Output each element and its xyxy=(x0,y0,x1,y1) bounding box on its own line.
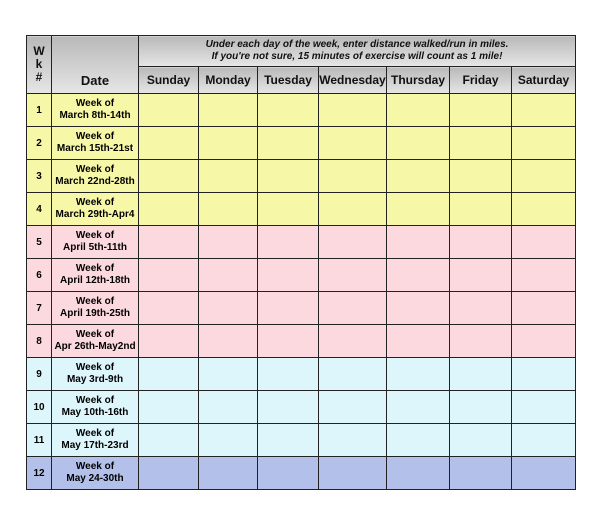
week-number-cell: 11 xyxy=(27,424,52,457)
wk-letter-k: k xyxy=(35,57,43,71)
distance-cell-saturday[interactable] xyxy=(512,259,576,292)
date-line-2: May 17th-23rd xyxy=(61,440,129,451)
distance-cell-friday[interactable] xyxy=(450,226,512,259)
distance-cell-tuesday[interactable] xyxy=(258,325,319,358)
distance-cell-wednesday[interactable] xyxy=(319,358,387,391)
date-line-1: Week of xyxy=(75,263,115,274)
distance-cell-thursday[interactable] xyxy=(387,391,450,424)
distance-cell-thursday[interactable] xyxy=(387,94,450,127)
date-line-1: Week of xyxy=(75,329,115,340)
distance-cell-monday[interactable] xyxy=(199,259,258,292)
date-line-2: April 19th-25th xyxy=(59,308,130,319)
distance-cell-tuesday[interactable] xyxy=(258,193,319,226)
distance-cell-monday[interactable] xyxy=(199,127,258,160)
date-cell xyxy=(52,259,139,292)
distance-cell-monday[interactable] xyxy=(199,358,258,391)
distance-cell-friday[interactable] xyxy=(450,424,512,457)
week-number-cell: 1 xyxy=(27,94,52,127)
distance-cell-friday[interactable] xyxy=(450,94,512,127)
date-line-2: March 15th-21st xyxy=(56,143,134,154)
date-cell xyxy=(52,127,139,160)
distance-cell-tuesday[interactable] xyxy=(258,226,319,259)
date-line-2: March 29th-Apr4 xyxy=(55,209,135,220)
distance-cell-thursday[interactable] xyxy=(387,457,450,490)
week-number-header xyxy=(27,36,52,94)
date-line-2: March 22nd-28th xyxy=(55,176,135,187)
distance-cell-sunday[interactable] xyxy=(139,160,199,193)
distance-cell-sunday[interactable] xyxy=(139,226,199,259)
day-header-friday: Friday xyxy=(450,67,512,94)
distance-cell-friday[interactable] xyxy=(450,457,512,490)
distance-cell-tuesday[interactable] xyxy=(258,457,319,490)
date-header: Date xyxy=(52,36,139,94)
distance-cell-tuesday[interactable] xyxy=(258,424,319,457)
date-line-2: April 12th-18th xyxy=(59,275,130,286)
table-row xyxy=(27,391,576,424)
distance-cell-friday[interactable] xyxy=(450,358,512,391)
date-cell xyxy=(52,193,139,226)
distance-cell-thursday[interactable] xyxy=(387,160,450,193)
week-number-cell: 9 xyxy=(27,358,52,391)
distance-cell-sunday[interactable] xyxy=(139,193,199,226)
date-line-1: Week of xyxy=(75,98,115,109)
date-line-2: May 10th-16th xyxy=(61,407,129,418)
distance-cell-thursday[interactable] xyxy=(387,292,450,325)
distance-cell-sunday[interactable] xyxy=(139,457,199,490)
distance-cell-sunday[interactable] xyxy=(139,391,199,424)
distance-cell-thursday[interactable] xyxy=(387,226,450,259)
distance-cell-monday[interactable] xyxy=(199,226,258,259)
date-line-2: April 5th-11th xyxy=(63,242,127,253)
distance-cell-friday[interactable] xyxy=(450,160,512,193)
date-line-1: Week of xyxy=(75,131,115,142)
distance-cell-wednesday[interactable] xyxy=(319,259,387,292)
distance-cell-friday[interactable] xyxy=(450,259,512,292)
distance-cell-saturday[interactable] xyxy=(512,391,576,424)
distance-cell-thursday[interactable] xyxy=(387,127,450,160)
distance-cell-saturday[interactable] xyxy=(512,424,576,457)
distance-cell-saturday[interactable] xyxy=(512,358,576,391)
distance-cell-wednesday[interactable] xyxy=(319,325,387,358)
table-row xyxy=(27,259,576,292)
distance-cell-saturday[interactable] xyxy=(512,457,576,490)
distance-cell-thursday[interactable] xyxy=(387,259,450,292)
distance-cell-friday[interactable] xyxy=(450,127,512,160)
day-header-sunday: Sunday xyxy=(139,67,199,94)
table-row xyxy=(27,94,576,127)
distance-cell-monday[interactable] xyxy=(199,424,258,457)
week-number-cell: 2 xyxy=(27,127,52,160)
week-number-cell: 6 xyxy=(27,259,52,292)
date-cell xyxy=(52,325,139,358)
distance-cell-wednesday[interactable] xyxy=(319,457,387,490)
distance-cell-saturday[interactable] xyxy=(512,160,576,193)
distance-cell-wednesday[interactable] xyxy=(319,424,387,457)
distance-cell-saturday[interactable] xyxy=(512,127,576,160)
table-row xyxy=(27,457,576,490)
date-line-1: Week of xyxy=(75,428,115,439)
distance-cell-sunday[interactable] xyxy=(139,127,199,160)
week-number-cell: 3 xyxy=(27,160,52,193)
date-line-1: Week of xyxy=(75,395,115,406)
distance-cell-sunday[interactable] xyxy=(139,292,199,325)
date-line-1: Week of xyxy=(75,362,115,373)
distance-cell-tuesday[interactable] xyxy=(258,160,319,193)
table-row xyxy=(27,292,576,325)
day-header-tuesday: Tuesday xyxy=(258,67,319,94)
distance-cell-saturday[interactable] xyxy=(512,94,576,127)
date-cell xyxy=(52,424,139,457)
table-row xyxy=(27,325,576,358)
distance-cell-wednesday[interactable] xyxy=(319,127,387,160)
week-number-cell: 8 xyxy=(27,325,52,358)
date-cell xyxy=(52,292,139,325)
week-number-cell: 12 xyxy=(27,457,52,490)
distance-cell-tuesday[interactable] xyxy=(258,292,319,325)
distance-cell-monday[interactable] xyxy=(199,160,258,193)
week-number-cell: 4 xyxy=(27,193,52,226)
date-cell xyxy=(52,358,139,391)
instruction-line-1: Under each day of the week, enter distance walked/run in miles. xyxy=(205,39,509,50)
date-line-1: Week of xyxy=(75,461,115,472)
distance-cell-saturday[interactable] xyxy=(512,292,576,325)
distance-cell-saturday[interactable] xyxy=(512,193,576,226)
distance-cell-thursday[interactable] xyxy=(387,325,450,358)
distance-cell-thursday[interactable] xyxy=(387,358,450,391)
distance-cell-sunday[interactable] xyxy=(139,424,199,457)
date-cell xyxy=(52,391,139,424)
week-number-cell: 5 xyxy=(27,226,52,259)
day-header-thursday: Thursday xyxy=(387,67,450,94)
distance-cell-tuesday[interactable] xyxy=(258,127,319,160)
distance-cell-wednesday[interactable] xyxy=(319,94,387,127)
exercise-log-table xyxy=(26,35,576,490)
distance-cell-thursday[interactable] xyxy=(387,193,450,226)
date-cell xyxy=(52,160,139,193)
table-row xyxy=(27,424,576,457)
distance-cell-monday[interactable] xyxy=(199,391,258,424)
wk-letter-w: W xyxy=(33,44,45,58)
table-row xyxy=(27,358,576,391)
date-line-2: March 8th-14th xyxy=(59,110,131,121)
distance-cell-wednesday[interactable] xyxy=(319,391,387,424)
distance-cell-saturday[interactable] xyxy=(512,325,576,358)
distance-cell-tuesday[interactable] xyxy=(258,259,319,292)
table-row xyxy=(27,226,576,259)
distance-cell-saturday[interactable] xyxy=(512,226,576,259)
day-header-monday: Monday xyxy=(199,67,258,94)
distance-cell-monday[interactable] xyxy=(199,457,258,490)
distance-cell-wednesday[interactable] xyxy=(319,160,387,193)
date-cell xyxy=(52,457,139,490)
date-cell xyxy=(52,226,139,259)
distance-cell-monday[interactable] xyxy=(199,94,258,127)
distance-cell-friday[interactable] xyxy=(450,325,512,358)
week-number-cell: 10 xyxy=(27,391,52,424)
table-row xyxy=(27,160,576,193)
distance-cell-sunday[interactable] xyxy=(139,259,199,292)
distance-cell-sunday[interactable] xyxy=(139,325,199,358)
distance-cell-sunday[interactable] xyxy=(139,358,199,391)
table-row xyxy=(27,193,576,226)
week-number-cell: 7 xyxy=(27,292,52,325)
date-line-1: Week of xyxy=(75,197,115,208)
date-line-2: May 24-30th xyxy=(66,473,124,484)
distance-cell-wednesday[interactable] xyxy=(319,226,387,259)
date-line-2: May 3rd-9th xyxy=(66,374,124,385)
distance-cell-friday[interactable] xyxy=(450,391,512,424)
distance-cell-monday[interactable] xyxy=(199,325,258,358)
instructions-header xyxy=(139,36,576,67)
distance-cell-tuesday[interactable] xyxy=(258,391,319,424)
date-line-1: Week of xyxy=(75,164,115,175)
date-line-1: Week of xyxy=(75,296,115,307)
distance-cell-sunday[interactable] xyxy=(139,94,199,127)
distance-cell-tuesday[interactable] xyxy=(258,94,319,127)
distance-cell-tuesday[interactable] xyxy=(258,358,319,391)
distance-cell-friday[interactable] xyxy=(450,193,512,226)
instruction-line-2: If you're not sure, 15 minutes of exercise will count as 1 mile! xyxy=(211,51,503,62)
date-line-1: Week of xyxy=(75,230,115,241)
distance-cell-monday[interactable] xyxy=(199,292,258,325)
distance-cell-wednesday[interactable] xyxy=(319,292,387,325)
distance-cell-wednesday[interactable] xyxy=(319,193,387,226)
distance-cell-friday[interactable] xyxy=(450,292,512,325)
day-header-saturday: Saturday xyxy=(512,67,576,94)
date-line-2: Apr 26th-May2nd xyxy=(54,341,136,352)
distance-cell-monday[interactable] xyxy=(199,193,258,226)
date-cell xyxy=(52,94,139,127)
distance-cell-thursday[interactable] xyxy=(387,424,450,457)
table-row xyxy=(27,127,576,160)
wk-letter-hash: # xyxy=(35,70,43,84)
day-header-wednesday: Wednesday xyxy=(319,67,387,94)
